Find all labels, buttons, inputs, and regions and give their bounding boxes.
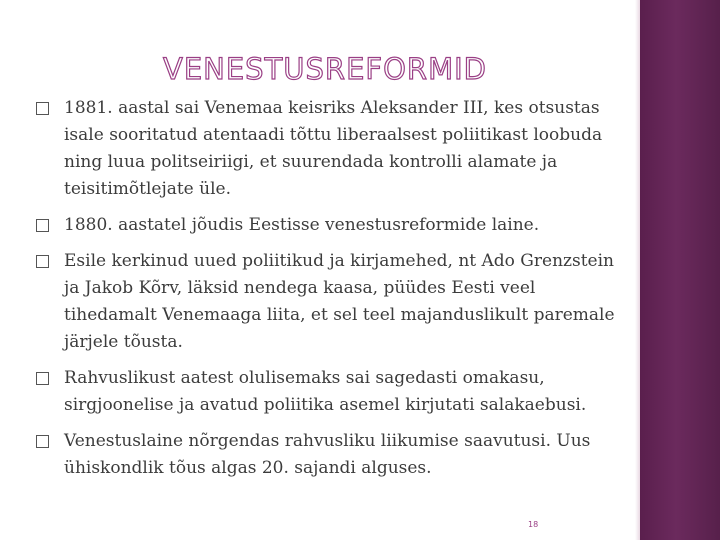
square-bullet-icon xyxy=(36,219,49,232)
bullet-text: Venestuslaine nõrgendas rahvusliku liikumise saavutusi. Uus ühiskondlik tõus algas 20. sajandi alguses. xyxy=(64,431,591,478)
slide-title: VENESTUSREFORMID xyxy=(163,52,487,86)
bullet-item xyxy=(36,428,621,482)
square-bullet-icon xyxy=(36,255,49,268)
bullet-item xyxy=(36,365,621,419)
bullet-item xyxy=(36,248,621,356)
square-bullet-icon xyxy=(36,102,49,115)
square-bullet-icon xyxy=(36,435,49,448)
bullet-list xyxy=(36,95,621,491)
bullet-text: 1880. aastatel jõudis Eestisse venestusreformide laine. xyxy=(64,215,540,235)
side-band xyxy=(640,0,720,540)
bullet-text: 1881. aastal sai Venemaa keisriks Aleksander III, kes otsustas isale sooritatud atentaadi tõttu liberaalsest poliitikast loobuda ning luua politseiriigi, et suurendada kontrolli alamate ja teisitimõtlejate üle. xyxy=(64,98,603,199)
bullet-item xyxy=(36,212,621,239)
bullet-text: Rahvuslikust aatest olulisemaks sai sagedasti omakasu, sirgjoonelise ja avatud poliitika asemel kirjutati salakaebusi. xyxy=(64,368,587,415)
bullet-text: Esile kerkinud uued poliitikud ja kirjamehed, nt Ado Grenzstein ja Jakob Kõrv, läksid nendega kaasa, püüdes Eesti veel tihedamalt Venemaaga liita, et sel teel majanduslikult paremale järjele tõusta. xyxy=(64,251,615,352)
square-bullet-icon xyxy=(36,372,49,385)
page-number: 18 xyxy=(528,520,539,529)
bullet-item xyxy=(36,95,621,203)
